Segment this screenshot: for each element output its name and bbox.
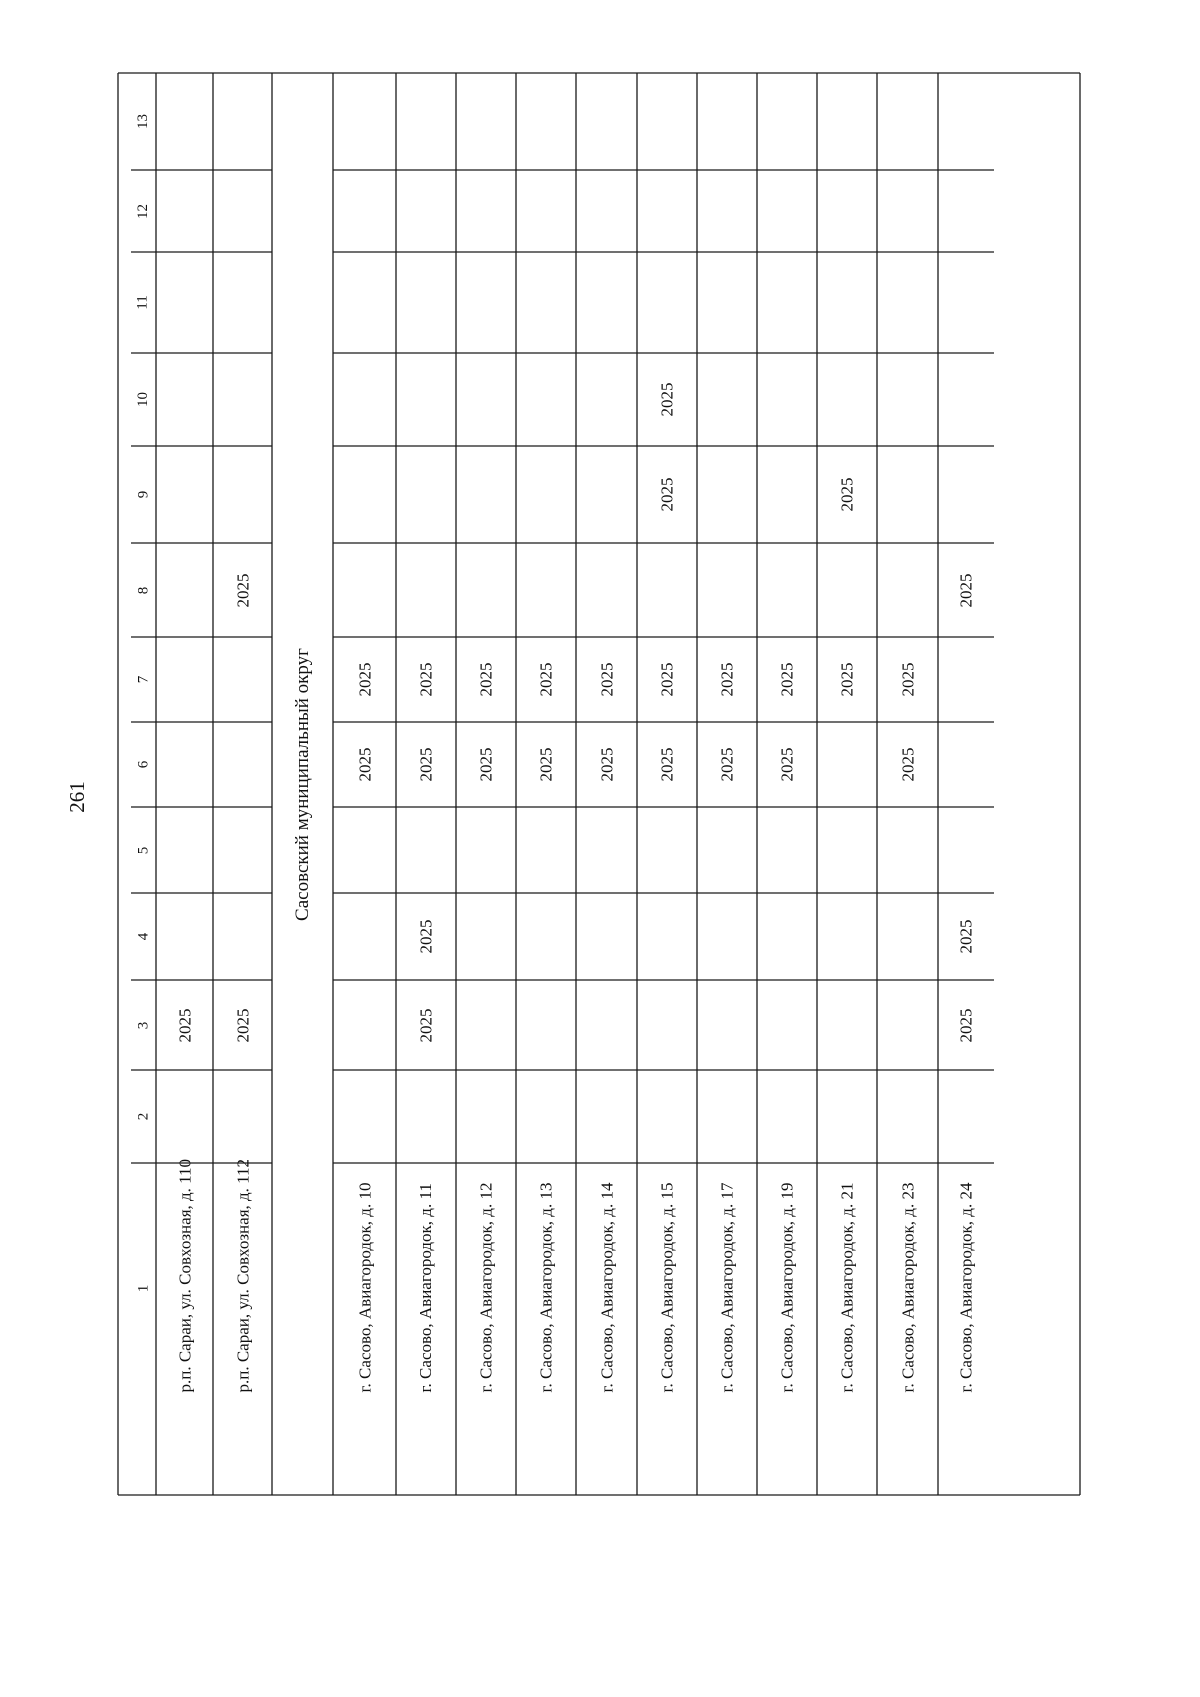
year-cell-text: 2025 (777, 662, 797, 697)
page-number-text: 261 (64, 781, 89, 813)
column-header-text: 13 (135, 114, 151, 129)
year-cell-text: 2025 (416, 662, 436, 697)
address-cell-text: г. Сасово, Авиагородок, д. 21 (837, 1182, 857, 1393)
year-cell-text: 2025 (476, 662, 496, 697)
column-header-text: 3 (135, 1021, 151, 1029)
column-header-text: 6 (135, 760, 151, 769)
address-cell-text: г. Сасово, Авиагородок, д. 24 (956, 1182, 976, 1393)
column-header-text: 11 (134, 295, 151, 310)
year-cell-text: 2025 (956, 573, 976, 607)
year-cell-text: 2025 (476, 747, 496, 782)
year-cell-text: 2025 (898, 662, 917, 697)
column-header-text: 1 (135, 1284, 151, 1292)
year-cell-text: 2025 (657, 477, 677, 512)
column-header-text: 2 (135, 1112, 151, 1121)
year-cell-text: 2025 (233, 573, 252, 607)
column-header-text: 9 (135, 490, 151, 499)
year-cell-text: 2025 (837, 662, 857, 697)
year-cell-text: 2025 (597, 662, 616, 697)
year-cell-text: 2025 (956, 1008, 976, 1042)
address-cell-text: г. Сасово, Авиагородок, д. 17 (717, 1182, 737, 1393)
year-cell-text: 2025 (717, 747, 737, 782)
address-cell-text: г. Сасово, Авиагородок, д. 15 (657, 1182, 677, 1393)
column-header-text: 8 (135, 586, 151, 594)
year-cell-text: 2025 (898, 747, 917, 782)
year-cell-text: 2025 (657, 662, 677, 697)
year-cell-text: 2025 (597, 747, 616, 782)
year-cell-text: 2025 (416, 1008, 436, 1042)
address-cell-text: г. Сасово, Авиагородок, д. 14 (597, 1182, 616, 1393)
year-cell-text: 2025 (717, 662, 737, 697)
address-cell-text: г. Сасово, Авиагородок, д. 12 (476, 1182, 496, 1393)
column-header-text: 10 (135, 392, 151, 407)
year-cell-text: 2025 (777, 747, 797, 782)
column-header-text: 4 (135, 932, 151, 941)
address-cell-text: г. Сасово, Авиагородок, д. 11 (416, 1183, 436, 1393)
address-cell-text: р.п. Сараи, ул. Совхозная, д. 112 (233, 1158, 252, 1393)
year-cell-text: 2025 (416, 919, 436, 954)
address-cell-text: г. Сасово, Авиагородок, д. 13 (536, 1182, 556, 1393)
year-cell-text: 2025 (416, 747, 436, 782)
year-cell-text: 2025 (355, 662, 374, 697)
year-cell-text: 2025 (536, 662, 556, 697)
column-header-text: 12 (135, 203, 151, 219)
section-title-text: Сасовский муниципальный округ (292, 647, 314, 921)
year-cell-text: 2025 (233, 1008, 252, 1042)
address-cell-text: р.п. Сараи, ул. Совхозная, д. 110 (175, 1158, 194, 1393)
address-cell-text: г. Сасово, Авиагородок, д. 10 (355, 1182, 374, 1393)
address-cell-text: г. Сасово, Авиагородок, д. 19 (777, 1182, 797, 1393)
year-cell-text: 2025 (837, 477, 857, 512)
year-cell-text: 2025 (355, 747, 374, 782)
column-header-text: 7 (135, 675, 151, 684)
year-cell-text: 2025 (956, 919, 976, 954)
year-cell-text: 2025 (657, 382, 677, 417)
year-cell-text: 2025 (536, 747, 556, 782)
year-cell-text: 2025 (657, 747, 677, 782)
year-cell-text: 2025 (175, 1008, 194, 1042)
column-header-text: 5 (135, 846, 151, 854)
address-cell-text: г. Сасово, Авиагородок, д. 23 (898, 1182, 917, 1393)
